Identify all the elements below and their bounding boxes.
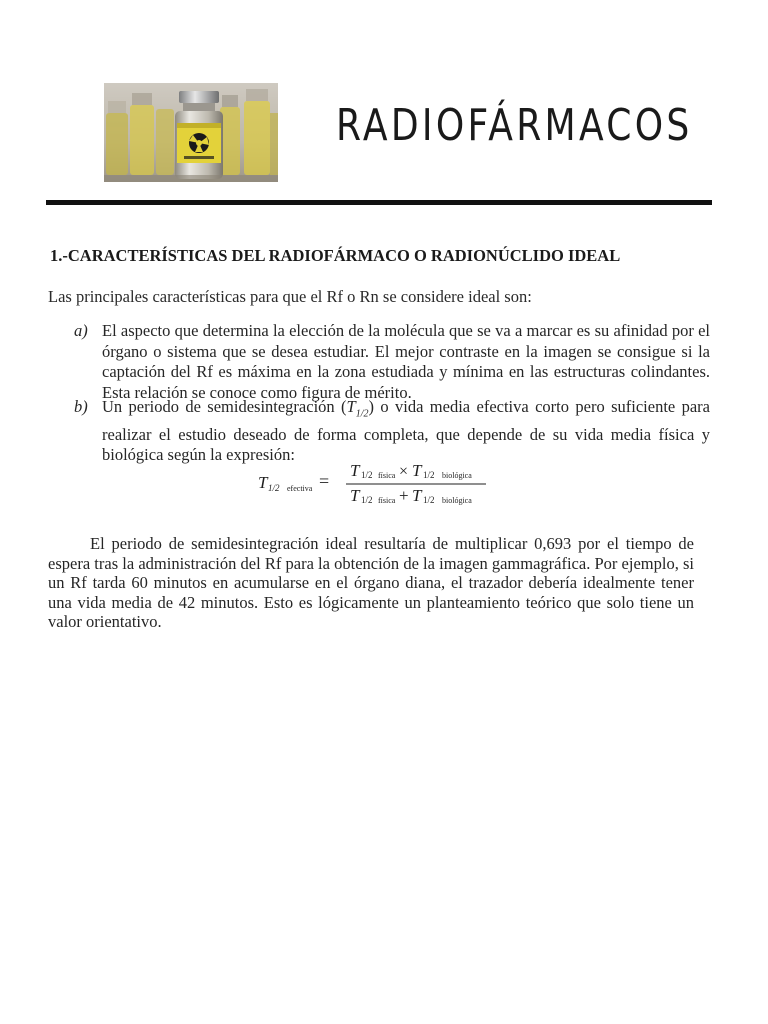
formula-den-label1: física [378,496,396,505]
list-marker-b: b) [74,397,88,416]
formula-num-op: × [399,463,409,480]
formula-lhs-sub: 1/2 [268,483,280,493]
header-photo-vials [104,83,278,182]
formula-den-t1: T [350,486,360,505]
list-text-b-after: ) o vida media efectiva corto pero suficiente para realizar el estudio deseado de forma completa, que depende de su vida media física y biológica según la expresión: [102,397,710,465]
formula-num-sub2: 1/2 [423,470,435,480]
list-text-b-before: Un periodo de semidesintegración ( [102,397,347,416]
section-heading: 1.-CARACTERÍSTICAS DEL RADIOFÁRMACO O RADIONÚCLIDO IDEAL [50,246,621,265]
t-half-symbol: T [346,397,356,416]
formula-lhs-label: efectiva [287,484,313,493]
formula-equals: = [319,471,330,491]
intro-text: Las principales características para que el Rf o Rn se considere ideal son: [48,287,532,306]
page-title: RADIOFÁRMACOS [336,100,693,151]
formula-den-sub2: 1/2 [423,495,435,505]
formula-num-t2: T [412,461,422,480]
formula-den-sub1: 1/2 [361,495,373,505]
list-text-a: El aspecto que determina la elección de la molécula que se va a marcar es su afinidad por el órgano o sistema que se desea estudiar. El mejor contraste en la imagen se consigue si la captación del Rf es máxima en la zona estudiada y mínima en las estructuras colindantes. Esta relación se conoce como figura de mérito. [102,321,710,402]
formula-den-label2: biológica [442,496,472,505]
title-divider [46,200,712,205]
t-half-subscript: 1/2 [355,408,369,420]
list-text-b [102,397,710,466]
formula-den-t2: T [412,486,422,505]
explanation-paragraph: El periodo de semidesintegración ideal resultaría de multiplicar 0,693 por el tiempo de espera tras la administración del Rf para la obtención de la imagen gammagráfica. Por ejemplo, si un Rf tarda 60 minutos en acumularse en el órgano diana, el trazador debería idealmente tener una vida media de 42 minutos. Esto es lógicamente un planteamiento teórico que solo tiene un valor orientativo. [48,534,694,631]
list-marker-a: a) [74,321,88,340]
formula-num-sub1: 1/2 [361,470,373,480]
formula-num-label1: física [378,471,396,480]
formula-num-label2: biológica [442,471,472,480]
formula-lhs-t: T [258,473,268,492]
effective-half-life-formula [256,458,496,510]
formula-den-op: + [399,486,409,505]
formula-num-t1: T [350,461,360,480]
